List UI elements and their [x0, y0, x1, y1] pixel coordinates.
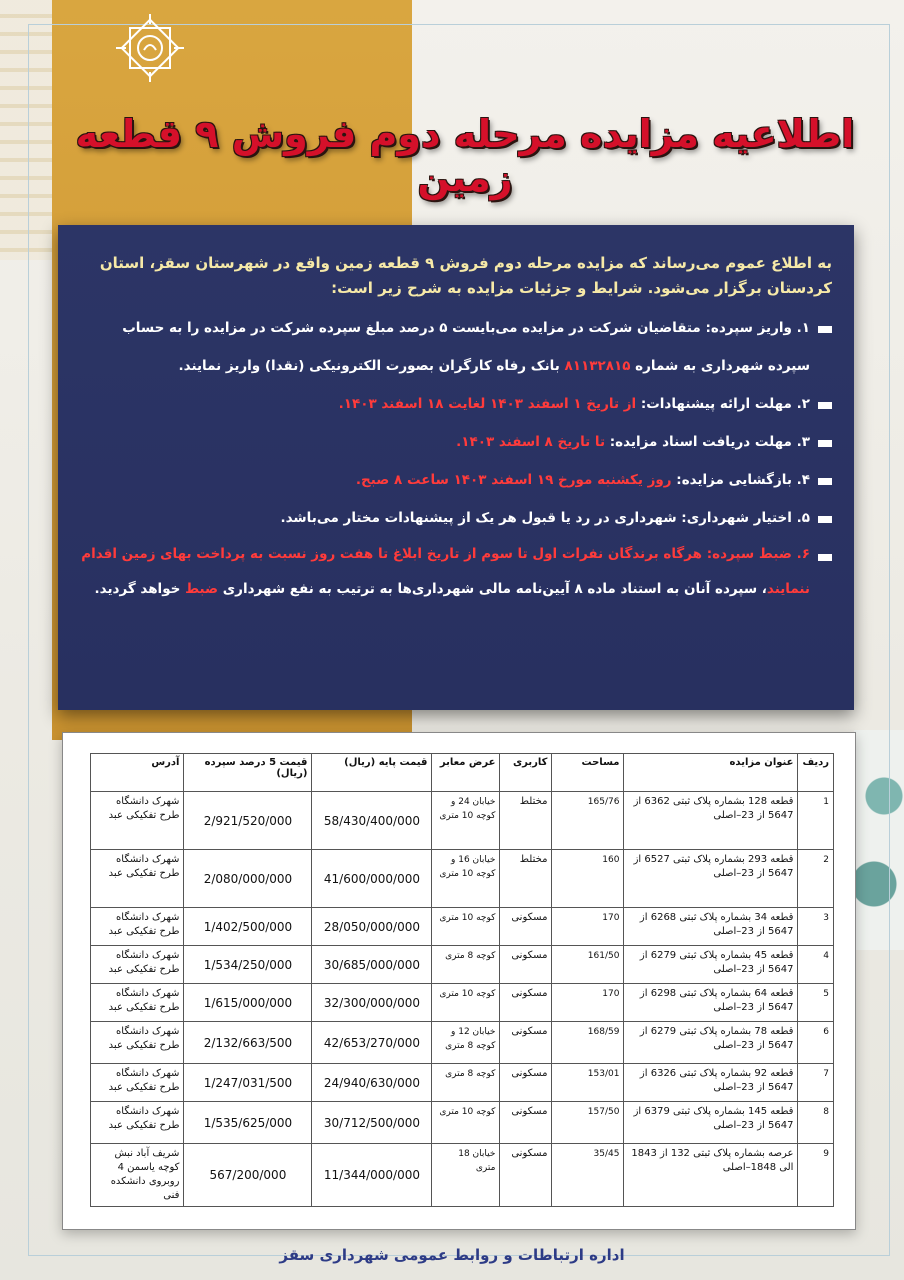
- column-header: عرض معابر: [432, 754, 500, 792]
- auction-title-cell: قطعه 128 بشماره پلاک ثبتی 6362 از 5647 از 23–اصلی: [624, 792, 798, 850]
- table-row: [91, 1064, 834, 1102]
- deposit-amount-cell: 567/200/000: [184, 1144, 312, 1207]
- street-width-cell: کوچه 10 متری: [432, 908, 500, 946]
- condition-text: ، سپرده آنان به استناد ماده ۸ آیین‌نامه مالی شهرداری‌ها به ترتیب به نفع شهرداری: [218, 581, 767, 597]
- auction-title-cell: قطعه 34 بشماره پلاک ثبتی 6268 از 5647 از 23–اصلی: [624, 908, 798, 946]
- table-row: [91, 908, 834, 946]
- row-number-cell: 5: [798, 984, 834, 1022]
- table-row: [91, 946, 834, 984]
- street-width-cell: کوچه 10 متری: [432, 984, 500, 1022]
- column-header: ردیف: [798, 754, 834, 792]
- condition-highlight: ۶. ضبط سپرده: هرگاه برندگان نفرات اول تا سوم از تاریخ ابلاغ تا هفت روز نسبت به پرداخت بهای زمین اقدام ننمایند: [81, 546, 810, 597]
- area-cell: 161/50: [552, 946, 624, 984]
- land-use-cell: مختلط: [500, 850, 552, 908]
- condition-item-2: [76, 385, 832, 423]
- land-use-cell: مختلط: [500, 792, 552, 850]
- address-cell: شهرک دانشگاه طرح تفکیکی عبد: [91, 792, 184, 850]
- row-number-cell: 8: [798, 1102, 834, 1144]
- bullet-icon: [818, 402, 832, 409]
- deposit-amount-cell: 2/080/000/000: [184, 850, 312, 908]
- intro-text: به اطلاع عموم می‌رساند که مزایده مرحله دوم فروش ۹ قطعه زمین واقع در شهرستان سقز، استان کردستان برگزار می‌شود. شرایط و جزئیات مزایده به شرح زیر است:: [99, 254, 832, 297]
- table-header-row: [91, 754, 834, 792]
- page-title: اطلاعیه مزایده مرحله دوم فروش ۹ قطعه زمین: [75, 112, 855, 200]
- land-use-cell: مسکونی: [500, 1022, 552, 1064]
- street-width-cell: کوچه 8 متری: [432, 946, 500, 984]
- announcement-panel: [58, 225, 854, 710]
- condition-text: ۵. اختیار شهرداری: شهرداری در رد یا قبول هر یک از پیشنهادات مختار می‌باشد.: [280, 510, 810, 526]
- deposit-amount-cell: 2/921/520/000: [184, 792, 312, 850]
- area-cell: 160: [552, 850, 624, 908]
- auction-title-cell: قطعه 293 بشماره پلاک ثبتی 6527 از 5647 از 23–اصلی: [624, 850, 798, 908]
- deposit-amount-cell: 1/535/625/000: [184, 1102, 312, 1144]
- deposit-amount-cell: 1/402/500/000: [184, 908, 312, 946]
- bullet-icon: [818, 516, 832, 523]
- address-cell: شهرک دانشگاه طرح تفکیکی عبد: [91, 908, 184, 946]
- row-number-cell: 6: [798, 1022, 834, 1064]
- condition-text: بانک رفاه کارگران بصورت الکترونیکی (نقدا) واریز نمایند.: [178, 358, 565, 374]
- address-cell: شهرک دانشگاه طرح تفکیکی عبد: [91, 1102, 184, 1144]
- auction-table: [90, 753, 834, 1207]
- condition-text: ۳. مهلت دریافت اسناد مزایده:: [605, 434, 810, 450]
- auction-title-cell: عرصه بشماره پلاک ثبتی 132 از 1843 الی 1848–اصلی: [624, 1144, 798, 1207]
- area-cell: 170: [552, 984, 624, 1022]
- land-use-cell: مسکونی: [500, 1102, 552, 1144]
- deposit-amount-cell: 1/247/031/500: [184, 1064, 312, 1102]
- street-width-cell: خیابان 18 متری: [432, 1144, 500, 1207]
- area-cell: 153/01: [552, 1064, 624, 1102]
- address-cell: شهرک دانشگاه طرح تفکیکی عبد: [91, 1064, 184, 1102]
- address-cell: شهرک دانشگاه طرح تفکیکی عبد: [91, 1022, 184, 1064]
- bullet-icon: [818, 326, 832, 333]
- table-row: [91, 1022, 834, 1064]
- base-price-cell: 30/685/000/000: [312, 946, 432, 984]
- table-row: [91, 1144, 834, 1207]
- auction-title-cell: قطعه 64 بشماره پلاک ثبتی 6298 از 5647 از 23–اصلی: [624, 984, 798, 1022]
- condition-highlight: از تاریخ ۱ اسفند ۱۴۰۳ لغایت ۱۸ اسفند ۱۴۰۳.: [338, 396, 637, 412]
- table-row: [91, 792, 834, 850]
- column-header: قیمت 5 درصد سپرده (ریال): [184, 754, 312, 792]
- street-width-cell: خیابان 24 و کوچه 10 متری: [432, 792, 500, 850]
- bullet-icon: [818, 440, 832, 447]
- row-number-cell: 4: [798, 946, 834, 984]
- table-row: [91, 850, 834, 908]
- condition-highlight: ضبط: [185, 581, 219, 597]
- column-header: عنوان مزایده: [624, 754, 798, 792]
- auction-title-cell: قطعه 45 بشماره پلاک ثبتی 6279 از 5647 از 23–اصلی: [624, 946, 798, 984]
- base-price-cell: 24/940/630/000: [312, 1064, 432, 1102]
- area-cell: 165/76: [552, 792, 624, 850]
- base-price-cell: 41/600/000/000: [312, 850, 432, 908]
- auction-table-container: [62, 732, 856, 1230]
- footer-text: اداره ارتباطات و روابط عمومی شهرداری سقز: [279, 1246, 625, 1264]
- column-header: آدرس: [91, 754, 184, 792]
- row-number-cell: 7: [798, 1064, 834, 1102]
- row-number-cell: 9: [798, 1144, 834, 1207]
- area-cell: 35/45: [552, 1144, 624, 1207]
- column-header: کاربری: [500, 754, 552, 792]
- land-use-cell: مسکونی: [500, 1064, 552, 1102]
- row-number-cell: 1: [798, 792, 834, 850]
- municipality-emblem-icon: [112, 10, 188, 86]
- row-number-cell: 3: [798, 908, 834, 946]
- auction-title-cell: قطعه 145 بشماره پلاک ثبتی 6379 از 5647 از 23–اصلی: [624, 1102, 798, 1144]
- street-width-cell: کوچه 8 متری: [432, 1064, 500, 1102]
- account-number: ۸۱۱۳۲۸۱۵: [564, 358, 631, 374]
- street-width-cell: خیابان 16 و کوچه 10 متری: [432, 850, 500, 908]
- condition-text: ۲. مهلت ارائه پیشنهادات:: [636, 396, 810, 412]
- table-row: [91, 984, 834, 1022]
- base-price-cell: 32/300/000/000: [312, 984, 432, 1022]
- condition-item-4: [76, 461, 832, 499]
- land-use-cell: مسکونی: [500, 908, 552, 946]
- condition-highlight: روز یکشنبه مورخ ۱۹ اسفند ۱۴۰۳ ساعت ۸ صبح.: [355, 472, 672, 488]
- land-use-cell: مسکونی: [500, 984, 552, 1022]
- land-use-cell: مسکونی: [500, 1144, 552, 1207]
- condition-highlight: تا تاریخ ۸ اسفند ۱۴۰۳.: [456, 434, 606, 450]
- street-width-cell: خیابان 12 و کوچه 8 متری: [432, 1022, 500, 1064]
- address-cell: شهرک دانشگاه طرح تفکیکی عبد: [91, 850, 184, 908]
- area-cell: 157/50: [552, 1102, 624, 1144]
- address-cell: شریف آباد نبش کوچه یاسمن 4 روبروی دانشکده فنی: [91, 1144, 184, 1207]
- address-cell: شهرک دانشگاه طرح تفکیکی عبد: [91, 946, 184, 984]
- right-ornament: [854, 730, 904, 950]
- column-header: مساحت: [552, 754, 624, 792]
- bullet-icon: [818, 478, 832, 485]
- condition-text: خواهد گردید.: [94, 581, 186, 597]
- deposit-amount-cell: 1/534/250/000: [184, 946, 312, 984]
- left-ornament: [0, 0, 52, 260]
- area-cell: 168/59: [552, 1022, 624, 1064]
- base-price-cell: 11/344/000/000: [312, 1144, 432, 1207]
- condition-text: ۱. واریز سپرده: متقاضیان شرکت در مزایده می‌بایست ۵ درصد مبلغ سپرده شرکت در مزایده را به حساب سپرده شهرداری به شماره: [122, 320, 810, 374]
- area-cell: 170: [552, 908, 624, 946]
- auction-title-cell: قطعه 92 بشماره پلاک ثبتی 6326 از 5647 از 23–اصلی: [624, 1064, 798, 1102]
- auction-title-cell: قطعه 78 بشماره پلاک ثبتی 6279 از 5647 از 23–اصلی: [624, 1022, 798, 1064]
- condition-item-5: [76, 499, 832, 537]
- column-header: قیمت پایه (ریال): [312, 754, 432, 792]
- bullet-icon: [818, 554, 832, 561]
- address-cell: شهرک دانشگاه طرح تفکیکی عبد: [91, 984, 184, 1022]
- condition-item-1: [76, 309, 832, 385]
- land-use-cell: مسکونی: [500, 946, 552, 984]
- deposit-amount-cell: 1/615/000/000: [184, 984, 312, 1022]
- base-price-cell: 30/712/500/000: [312, 1102, 432, 1144]
- table-row: [91, 1102, 834, 1144]
- base-price-cell: 58/430/400/000: [312, 792, 432, 850]
- condition-text: ۴. بازگشایی مزایده:: [671, 472, 810, 488]
- condition-item-6: [76, 537, 832, 607]
- base-price-cell: 42/653/270/000: [312, 1022, 432, 1064]
- street-width-cell: کوچه 10 متری: [432, 1102, 500, 1144]
- condition-item-3: [76, 423, 832, 461]
- row-number-cell: 2: [798, 850, 834, 908]
- deposit-amount-cell: 2/132/663/500: [184, 1022, 312, 1064]
- base-price-cell: 28/050/000/000: [312, 908, 432, 946]
